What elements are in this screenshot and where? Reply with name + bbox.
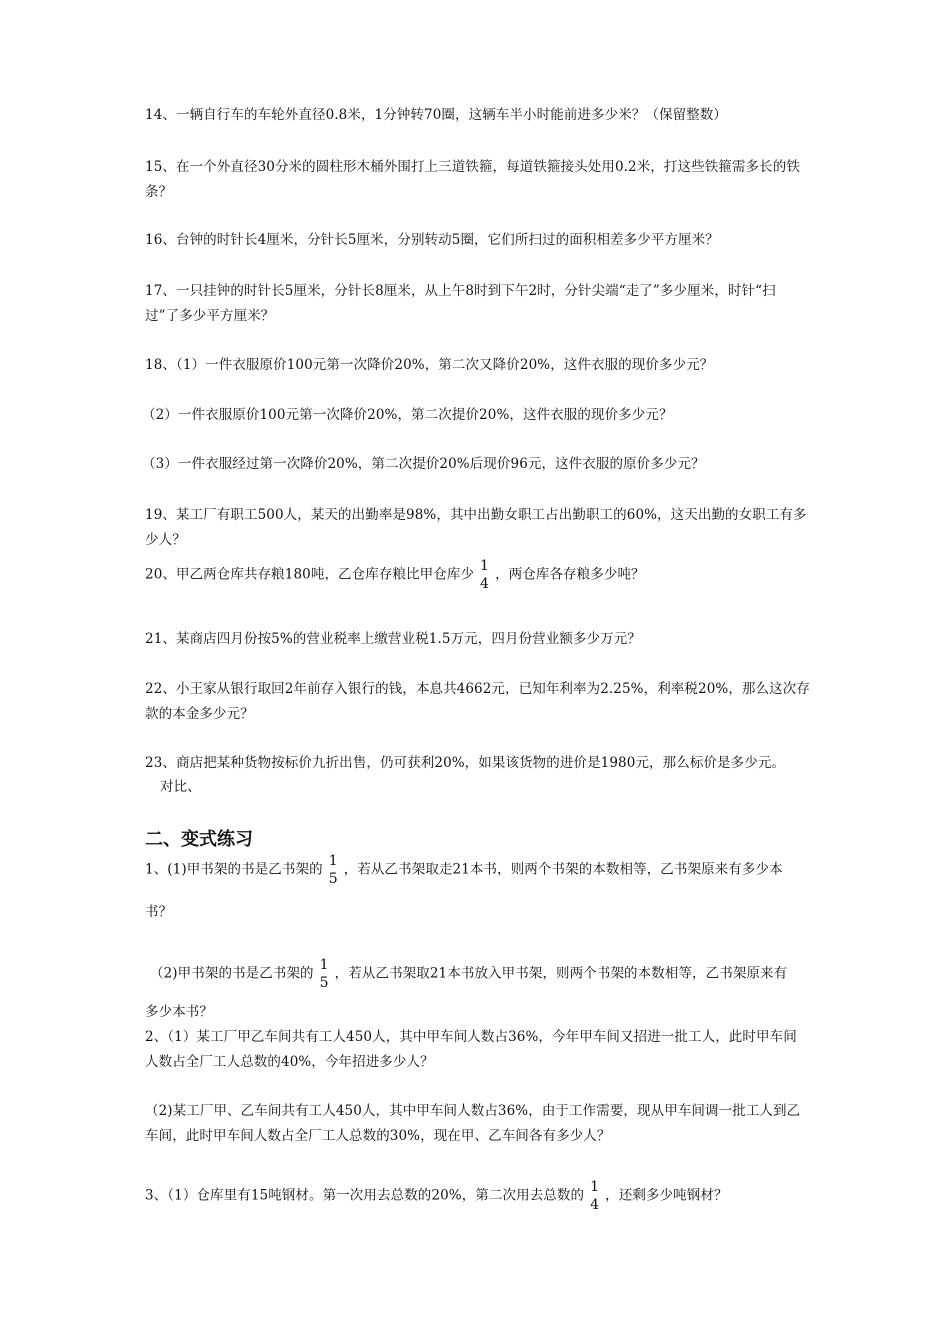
fraction-one-quarter <box>478 557 491 593</box>
question-23-note: 对比、 <box>160 779 201 795</box>
variation-1-part-2-tail: 多少本书？ <box>145 1004 213 1020</box>
variation-1-part-1-tail: 书？ <box>145 904 173 920</box>
fraction-denominator: 5 <box>328 871 338 887</box>
question-17: 17、一只挂钟的时针长5厘米，分针长8厘米，从上午8时到下午2时，分针尖端“走了”多少厘米，时针“扫 过”了多少平方厘米？ <box>145 283 790 324</box>
fraction-one-quarter <box>588 1178 601 1214</box>
fraction-one-fifth <box>318 956 331 992</box>
fraction-numerator: 1 <box>480 558 490 574</box>
question-19: 19、某工厂有职工500人，某天的出勤率是98%，其中出勤女职工占出勤职工的60%，这天出勤的女职工有多少人？ <box>145 507 807 548</box>
question-21: 21、某商店四月份按5%的营业税率上缴营业税1.5万元，四月份营业额多少万元？ <box>145 631 641 647</box>
variation-3-part-1-text-after: ，还剩多少吨钢材？ <box>605 1187 728 1204</box>
question-14: 14、一辆自行车的车轮外直径0.8米，1分钟转70圈，这辆车半小时能前进多少米？（保留整数） <box>145 107 728 123</box>
question-15: 15、在一个外直径30分米的圆柱形木桶外围打上三道铁箍，每道铁箍接头处用0.2米，打这些铁箍需多长的铁条？ <box>145 159 800 200</box>
variation-2-part-2: （2)某工厂甲、乙车间共有工人450人，其中甲车间人数占36%，由于工作需要，现从甲车间调一批工人到乙车间，此时甲车间人数占全厂工人总数的30%，现在甲、乙车间各有多少人？ <box>145 1103 801 1144</box>
question-18-part-2: （2）一件衣服原价100元第一次降价20%，第二次提价20%，这件衣服的现价多少元？ <box>142 407 673 423</box>
variation-1-part-1-text-before: 1、(1)甲书架的书是乙书架的 <box>145 861 323 878</box>
variation-1-part-1-text-after: ，若从乙书架取走21本书，则两个书架的本数相等，乙书架原来有多少本 <box>343 861 783 878</box>
variation-3-part-1-text-before: 3、（1）仓库里有15吨钢材。第一次用去总数的20%，第二次用去总数的 <box>145 1187 585 1204</box>
variation-1-part-2-text-after: ，若从乙书架取21本书放入甲书架，则两个书架的本数相等，乙书架原来有 <box>334 965 788 982</box>
variation-3-part-1 <box>145 1178 810 1214</box>
variation-1-part-2-text-before: （2)甲书架的书是乙书架的 <box>150 965 314 982</box>
fraction-denominator: 4 <box>480 576 490 592</box>
fraction-one-fifth <box>327 852 340 888</box>
question-18-part-3: （3）一件衣服经过第一次降价20%，第二次提价20%后现价96元，这件衣服的原价多少元？ <box>142 456 705 472</box>
section-heading: 二、变式练习 <box>145 829 253 850</box>
question-18-part-1: 18、（1）一件衣服原价100元第一次降价20%，第二次又降价20%，这件衣服的现价多少元？ <box>145 357 714 373</box>
question-16: 16、台钟的时针长4厘米，分针长5厘米，分别转动5圈，它们所扫过的面积相差多少平方厘米？ <box>145 232 719 248</box>
fraction-numerator: 1 <box>319 957 329 973</box>
fraction-numerator: 1 <box>590 1179 600 1195</box>
question-20-text-after: ，两仓库各存粮多少吨？ <box>495 566 645 583</box>
question-23: 23、商店把某种货物按标价九折出售，仍可获利20%，如果该货物的进价是1980元，那么标价是多少元。 <box>145 755 786 771</box>
fraction-denominator: 4 <box>590 1197 600 1213</box>
variation-1-part-2 <box>150 956 815 992</box>
question-22: 22、小王家从银行取回2年前存入银行的钱，本息共4662元，已知年利率为2.25%，利率税20%，那么这次存款的本金多少元？ <box>145 681 810 722</box>
question-20-text-before: 20、甲乙两仓库共存粮180吨，乙仓库存粮比甲仓库少 <box>145 566 475 583</box>
variation-2-part-1: 2、（1）某工厂甲乙车间共有工人450人，其中甲车间人数占36%，今年甲车间又招进一批工人，此时甲车间人数占全厂工人总数的40%，今年招进多少人？ <box>145 1029 797 1070</box>
fraction-denominator: 5 <box>319 975 329 991</box>
question-20 <box>145 557 810 593</box>
variation-1-part-1 <box>145 852 810 888</box>
fraction-numerator: 1 <box>328 853 338 869</box>
